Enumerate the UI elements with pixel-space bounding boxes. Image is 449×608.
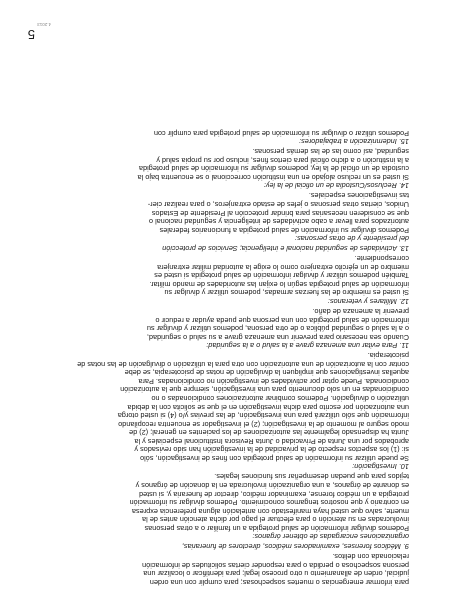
body-line: Podemos divulgar su información de salud protegida a funcionarios federales bbox=[159, 225, 409, 235]
document-body bbox=[37, 128, 409, 586]
body-line: Si usted es miembro de las fuerzas armadas, podemos utilizar y divulgar su bbox=[164, 288, 409, 298]
body-line: relacionada con delitos. bbox=[332, 552, 409, 562]
body-line: condicionada. Puede optar por actividades de investigación no condicionadas. Para bbox=[138, 376, 409, 386]
body-line: También podemos utilizar y divulgar información de salud protegida si usted es bbox=[154, 271, 409, 281]
section-heading: 9. Médicos forenses, examinadores médicos, directores de funerarias, bbox=[181, 542, 409, 552]
body-line: Si usted es un recluso alojado en una institución correccional o se encuentra bajo la bbox=[137, 172, 409, 182]
body-line: información de salud protegida según lo exijan las autoridades de mando militar. bbox=[149, 279, 409, 289]
body-line: o a la salud o seguridad pública o de otra persona, podemos utilizar y divulgar su bbox=[146, 324, 409, 334]
body-line: es donante de órganos, a una organización involucrada en la donación de órganos y bbox=[135, 480, 409, 490]
body-line: persona sospechosa o perdida o para responder ciertas solicitudes de información bbox=[142, 560, 409, 570]
body-line: contar con la autorización de una autorización con otra para la utilización o divulgación de las notas de bbox=[77, 359, 409, 369]
section-heading: 14. Reclusos/Custodia de un oficial de la ley: bbox=[263, 181, 409, 191]
body-line: a la institución o a dicho oficial para ciertos fines, incluso por su propia salud y bbox=[156, 155, 409, 165]
body-line: aquellas investigaciones que impliquen la divulgación de notas de psicoterapia, se debe bbox=[124, 368, 409, 378]
section-heading: 10. Investigación: bbox=[352, 462, 409, 472]
body-line: muerte, salvo que usted haya manifestado con antelación alguna preferencia expresa bbox=[131, 506, 409, 516]
body-line: información que sólo utilizará para una investigación, de las previas y/o (4) si usted otorga bbox=[117, 411, 409, 421]
body-line: Podemos divulgar información de salud protegida a un familiar o a otras personas bbox=[144, 523, 409, 533]
body-line: judicial, orden de allanamiento u otro proceso legal; para identificar o localizar una bbox=[143, 569, 409, 579]
body-line: protegida a un médico forense, examinador médico, director de funeraria y, si usted bbox=[139, 489, 409, 499]
body-line: psicoterapia. bbox=[367, 351, 409, 361]
section-heading: 15. Indemnización a trabajadores: bbox=[299, 137, 409, 147]
body-line: autorizados para llevar a cabo actividades de inteligencia y seguridad nacional o bbox=[148, 217, 409, 227]
body-line: miembro de un ejército extranjero como lo exige la autoridad militar extranjera bbox=[157, 262, 409, 272]
body-line: una autorización por escrito para dicha investigación en el que se solicita con la debida bbox=[127, 402, 409, 412]
body-line: correspondiente. bbox=[354, 254, 409, 264]
page-number: 5 bbox=[27, 27, 35, 42]
body-line: aprobados por una Junta de Privacidad o Junta Revisora Institucional especiales y la bbox=[134, 436, 409, 446]
body-line: modo seguro al momento de la investigación; (2) el investigador se encuentra recopilando bbox=[118, 419, 409, 429]
body-line: tas investigaciones especiales. bbox=[308, 191, 409, 201]
body-line: si: (1) los aspectos respecto de la privacidad de la investigación han sido revisados y bbox=[134, 445, 409, 455]
body-line: Cuando sea necesario para prevenir una amenaza grave a su salud o seguridad, bbox=[146, 332, 409, 342]
body-line: Se puede utilizar su información de salud protegida con fines de investigación, sólo bbox=[140, 453, 409, 463]
section-heading: del presidente y de otras personas: bbox=[295, 234, 409, 244]
body-line: involucradas en su atención o para efectuar el pago por dicha atención antes de la bbox=[142, 515, 409, 525]
body-line: que se consideren necesarias para brindar protección al Presidente de Estados bbox=[151, 208, 409, 218]
body-line: Podemos utilizar o divulgar su información de salud protegida para cumplir con bbox=[153, 128, 409, 138]
section-heading: 11. Para evitar una amenaza grave a la salud o a la seguridad: bbox=[206, 341, 409, 351]
section-heading: 12. Militares y veteranos: bbox=[327, 297, 409, 306]
body-line: Junta ha dispensado legalmente las autorizaciones de los pacientes en general; (2) de bbox=[129, 428, 409, 438]
body-line: para informar emergencias o muertes sospechosas; para cumplir con una orden bbox=[149, 578, 409, 587]
section-heading: 13. Actividades de seguridad nacional e inteligencia; Servicios de protección bbox=[162, 244, 409, 254]
body-line: condicionadas en un solo documento para una investigación, siempre que la autorización bbox=[120, 385, 409, 395]
body-line: custodia de un oficial de la ley, podemos divulgar su información de salud protegida bbox=[138, 164, 409, 174]
footer-mark: 4.2013 bbox=[37, 22, 51, 27]
body-line: prevenir la amenaza de daño. bbox=[312, 307, 409, 317]
body-line: tejidos para que puedan desempeñar sus funciones legales. bbox=[214, 472, 409, 482]
body-line: utilización o divulgación. Podemos combinar autorizaciones condicionadas o no bbox=[151, 394, 409, 404]
body-line: información de salud protegida con una persona que pueda ayudar a reducir o bbox=[155, 315, 409, 325]
body-line: en contrario y que nosotros tengamos conocimiento. Podemos divulgar su información bbox=[129, 498, 409, 508]
body-line: seguridad, así como las de las demás personas. bbox=[252, 147, 409, 157]
body-line: Unidos, ciertas otras personas o jefes de estado extranjeros, o para realizar cier- bbox=[147, 199, 409, 209]
section-heading: organizaciones encargadas de obtener órganos: bbox=[252, 532, 409, 542]
